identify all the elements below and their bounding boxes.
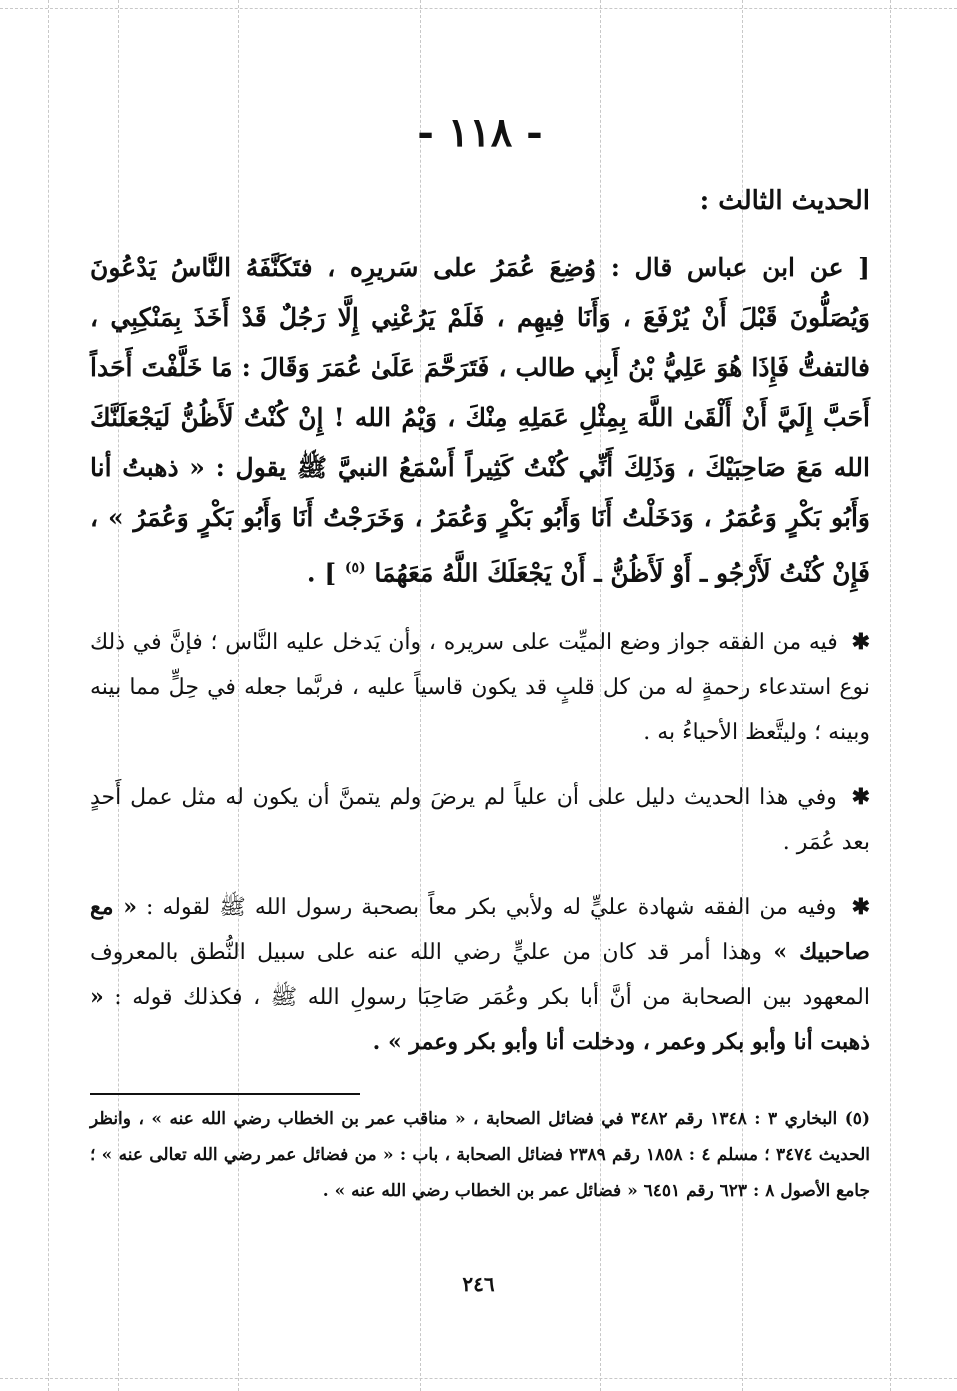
commentary-paragraph — [90, 775, 870, 865]
scan-guide-line — [48, 0, 49, 1391]
section-heading: الحديث الثالث : — [699, 186, 870, 216]
bullet-star-icon: ✱ — [851, 894, 871, 921]
footnote: (٥) البخاري ٣ : ١٣٤٨ رقم ٣٤٨٢ في فضائل الصحابة ، « مناقب عمر بن الخطاب رضي الله عنه » ، وانظر الحديث ٣٤٧٤ ؛ مسلم ٤ : ١٨٥٨ رقم ٢٣٨٩ فضائل الصحابة ، باب : « من فضائل عمر رضي الله تعالى عنه » ؛ جامع الأصول ٨ : ٦٢٣ رقم ٦٤٥١ « فضائل عمر بن الخطاب رضي الله عنه » . — [90, 1109, 870, 1202]
commentary-text: وفي هذا الحديث دليل على أن علياً لم يرضَ ولم يتمنَّ أن يكون له مثل عمل أَحدٍ بعد عُمَر . — [90, 785, 870, 856]
page-number: - ١١٨ - — [417, 109, 543, 156]
footnote-marker: (٥) — [344, 560, 366, 576]
scan-guide-line — [890, 0, 891, 1391]
hadith-closing: ] . — [306, 558, 337, 588]
commentary-text: فيه من الفقه جواز وضع الميِّت على سريره ، وأن يَدخل عليه النَّاس ؛ فإنَّ في ذلك نوع استدعاء رحمةٍ له من كل قلبٍ قد يكون قاسياً عليه ، فربَّما جعله في حِلٍّ مما بينه وبينه ؛ وليتَّعظ الأحياءُ به . — [90, 630, 870, 746]
scan-guide-line — [0, 1378, 957, 1379]
folio-number: ٢٤٦ — [462, 1272, 495, 1296]
quoted-phrase: « مع صاحبيك » — [90, 894, 870, 966]
commentary-text: وهذا أمر قد كان من عليٍّ رضي الله عنه على سبيل النُّطق بالمعروف المعهود بين الصحابة من أنَّ أبا بكر وعُمَر صَاحِبَا رسولِ الله ﷺ ، فكذلك قوله : — [90, 940, 870, 1011]
hadith-body: [ عن ابن عباس قال : وُضِعَ عُمَرُ على سَريرِه ، فتَكَنَّفَهُ النَّاسُ يَدْعُونَ وَيُصَلُّونَ قَبْلَ أَنْ يُرْفَعَ ، وَأَنَا فِيهِم ، فَلَمْ يَرُعْنِي إِلَّا رَجُلٌ قَدْ أَخَذَ بِمَنْكِبِي ، فالتفتُّ فَإِذَا هُوَ عَلِيُّ بْنُ أَبِي طالب ، فَتَرَحَّمَ عَلَىٰ عُمَرَ وَقَالَ : مَا خَلَّفْتَ أَحَداً أَحَبَّ إِلَيَّ أَنْ أَلْقَىٰ اللَّهَ بِمِثْلِ عَمَلِهِ مِنْكَ ، وَيْمُ الله ! إِنْ كُنْتُ لَأَظُنُّ لَيَجْعَلَنَّكَ الله مَعَ صَاحِبَيْكَ ، وَذَلِكَ أَنِّي كُنْتُ كَثِيراً أَسْمَعُ النبيَّ ﷺ يقول : « ذهبتُ أنا وَأَبُو بَكْرٍ وَعُمَرُ ، وَدَخَلْتُ أَنَا وَأَبُو بَكْرٍ وَعُمَرُ ، وَخَرَجْتُ أَنَا وَأَبُو بَكْرٍ وَعُمَرُ » ، فَإِنْ كُنْتُ لَأَرْجُو ـ أَوْ لَأَظُنُّ ـ أَنْ يَجْعَلَكَ اللَّهُ مَعَهُمَا — [90, 253, 870, 588]
commentary-paragraph — [90, 620, 870, 755]
bullet-star-icon: ✱ — [851, 784, 870, 811]
hadith-text — [90, 243, 870, 598]
commentary-paragraph — [90, 885, 870, 1065]
scan-guide-line — [0, 8, 957, 9]
quoted-phrase: « ذهبت أنا وأبو بكر وعمر ، ودخلت أنا وأبو بكر وعمر » . — [90, 984, 870, 1056]
commentary-text: وفيه من الفقه شهادة عليٍّ له ولأبي بكر معاً بصحبة رسول الله ﷺ لقوله : — [146, 895, 837, 921]
bullet-star-icon: ✱ — [851, 629, 870, 656]
footnote-divider — [90, 1093, 360, 1095]
page-content — [90, 105, 870, 1209]
